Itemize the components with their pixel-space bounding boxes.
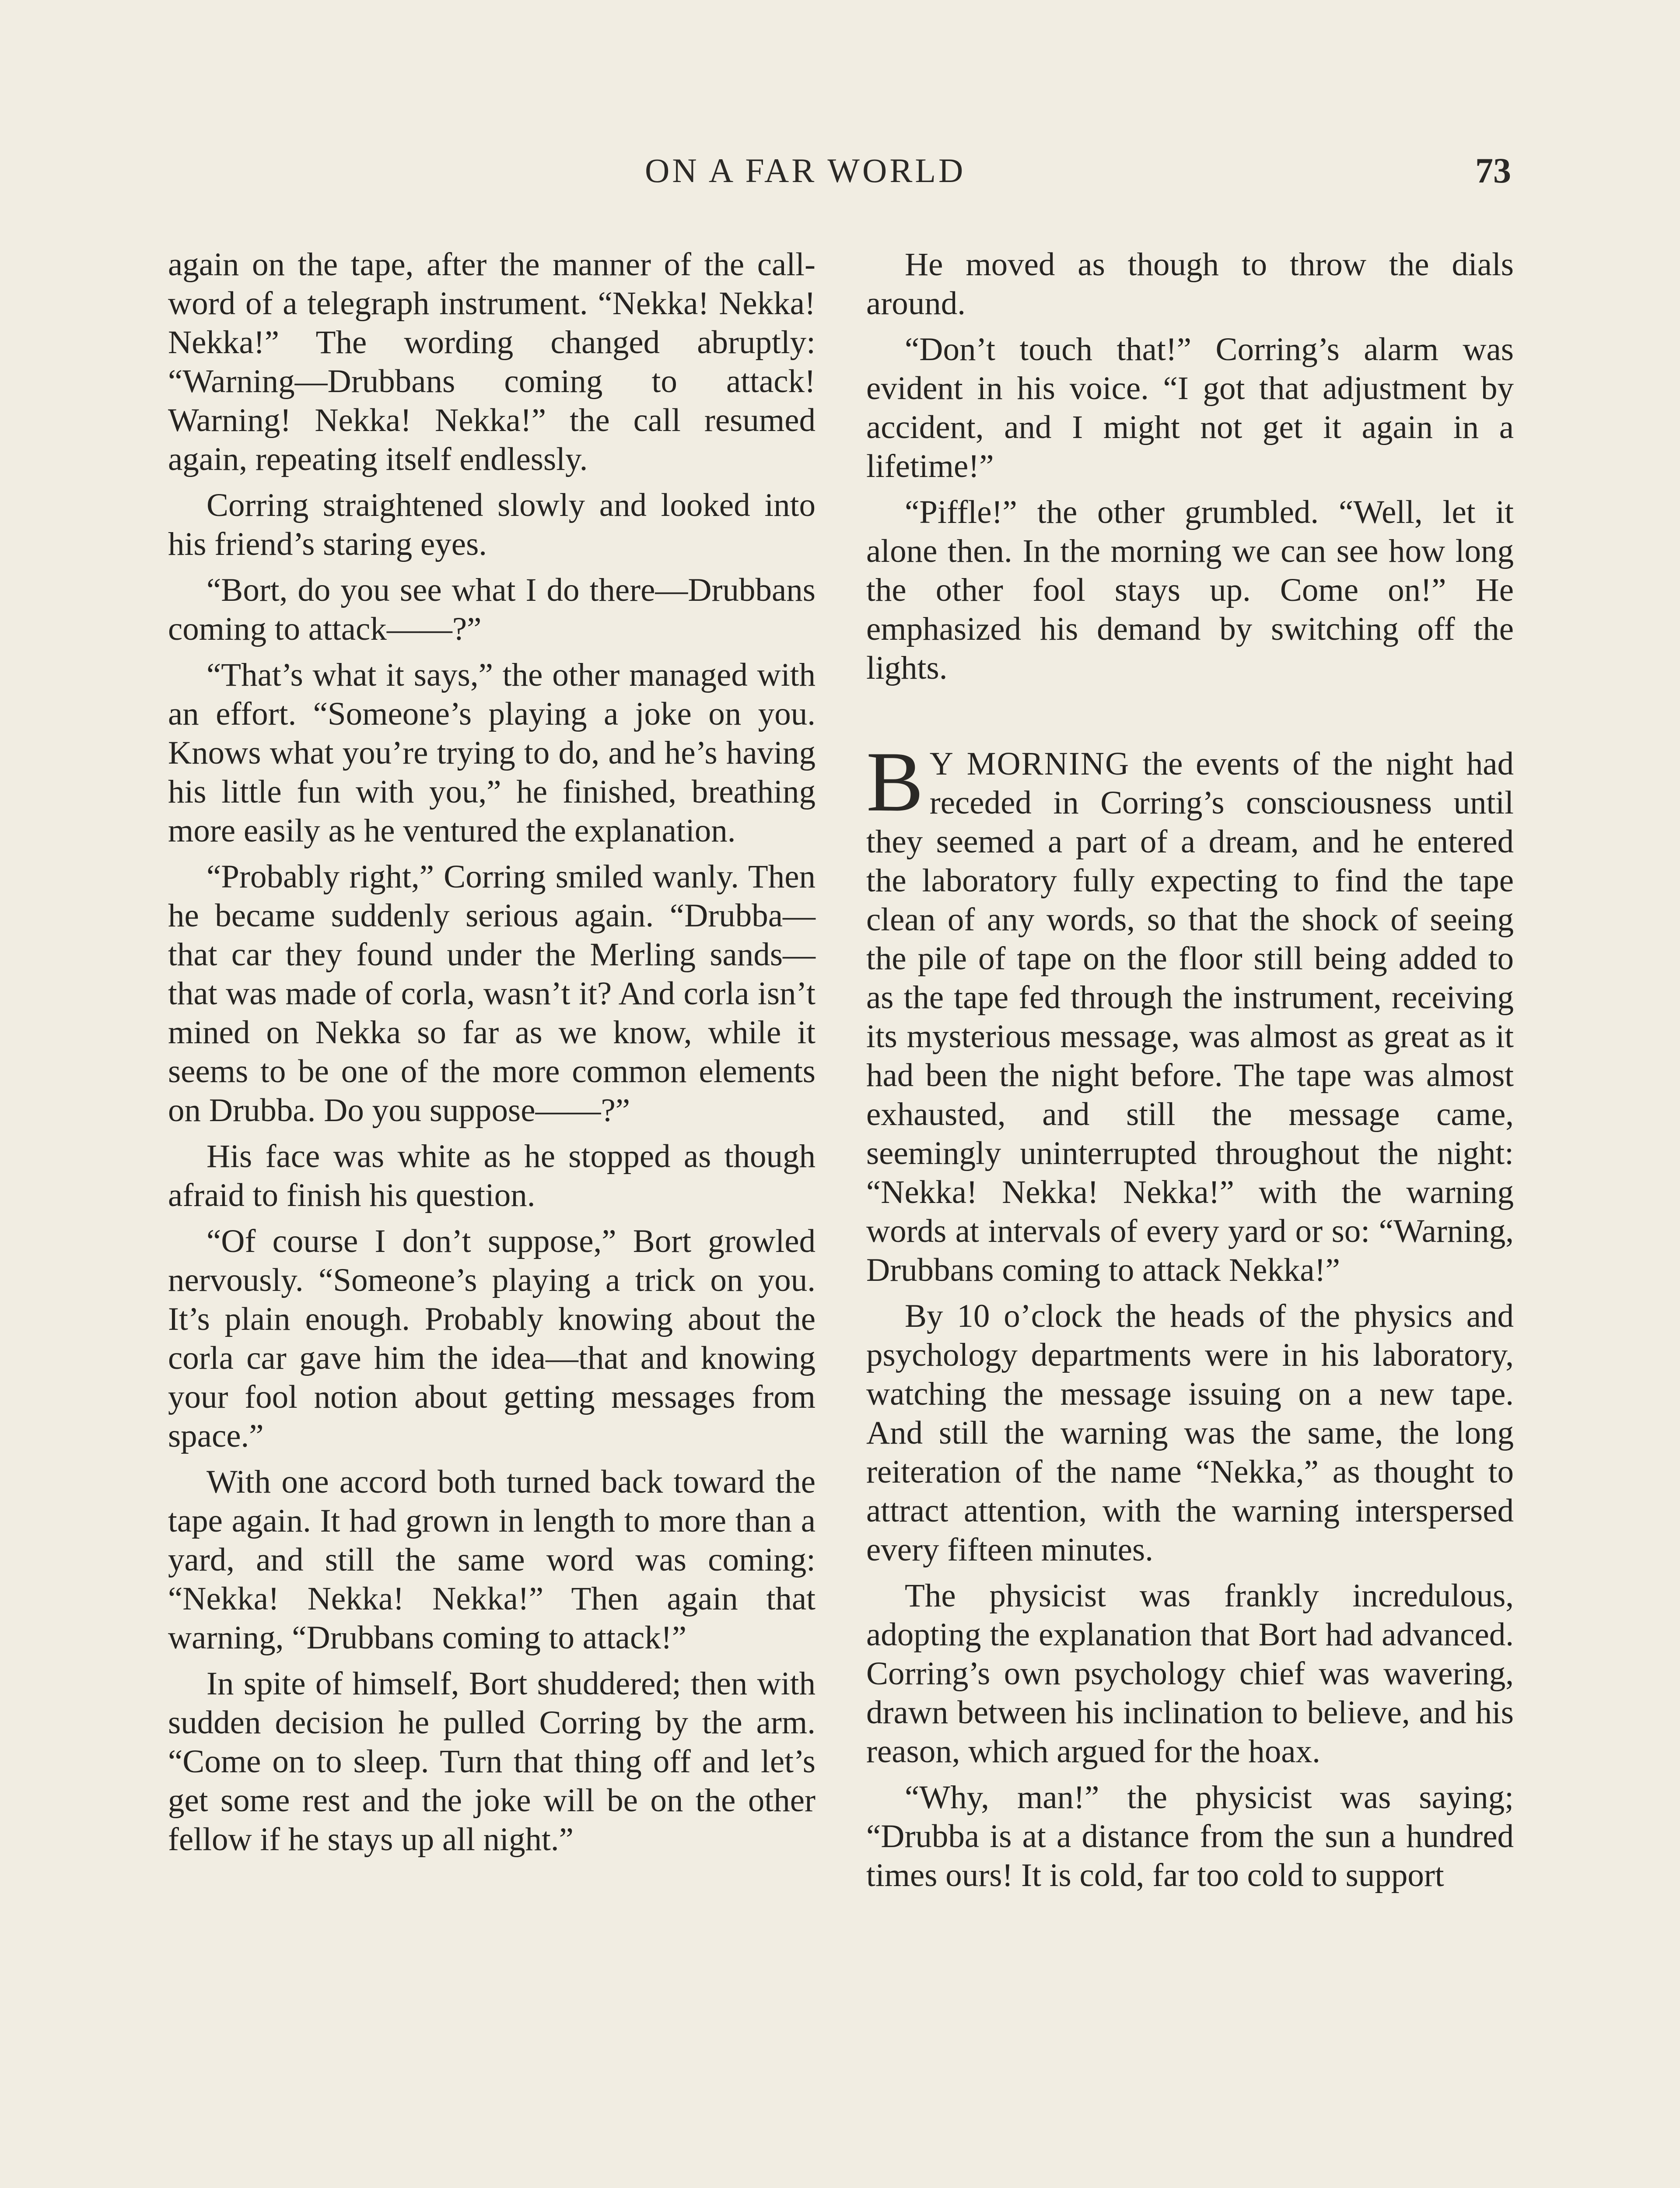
paragraph: With one accord both turned back toward the tape again. It had grown in length to more than a yard, and still the same word was coming: “Nekka! Nekka! Nekka!” Then again that warning, “Drubbans coming to attack!” bbox=[168, 1464, 816, 1656]
paragraph: again on the tape, after the manner of the call-word of a telegraph instrument. “Nekka! Nekka! Nekka!” The wording changed abruptly: “Warning—Drubbans coming to attack! Warning! Nekka! Nekka!” the call resumed again, repeating itself endlessly. bbox=[168, 246, 816, 477]
paragraph: “Bort, do you see what I do there—Drubbans coming to attack——?” bbox=[168, 572, 816, 647]
paragraph: “Don’t touch that!” Corring’s alarm was evident in his voice. “I got that adjustment by accident, and I might not get it again in a lifetime!” bbox=[866, 331, 1514, 484]
paragraph: “Piffle!” the other grumbled. “Well, let it alone then. In the morning we can see how long the other fool stays up. Come on!” He emphasized his demand by switching off the lights. bbox=[866, 494, 1514, 686]
paragraph: “Of course I don’t suppose,” Bort growled nervously. “Someone’s playing a trick on you. It’s plain enough. Probably knowing about the corla car gave him the idea—that and knowing your fool notion about getting messages from space.” bbox=[168, 1223, 816, 1454]
paragraph: “Why, man!” the physicist was saying; “Drubba is at a distance from the sun a hundred times ours! It is cold, far too cold to support bbox=[866, 1779, 1514, 1893]
right-column bbox=[866, 245, 1514, 1902]
paragraph: His face was white as he stopped as though afraid to finish his question. bbox=[168, 1138, 816, 1213]
paragraph: By 10 o’clock the heads of the physics and psychology departments were in his laboratory, watching the message issuing on a new tape. And still the warning was the same, the long reiteration of the name “Nekka,” as thought to attract attention, with the warning interspersed every fifteen minutes. bbox=[866, 1298, 1514, 1568]
left-column bbox=[168, 245, 816, 1866]
small-caps-lead: Y MORNING bbox=[929, 746, 1130, 782]
paragraph: “Probably right,” Corring smiled wanly. Then he became suddenly serious again. “Drubba—that car they found under the Merling sands—that was made of corla, wasn’t it? And corla isn’t mined on Nekka so far as we know, while it seems to be one of the more common elements on Drubba. Do you suppose——?” bbox=[168, 859, 816, 1129]
paragraph: The physicist was frankly incredulous, adopting the explanation that Bort had advanced. Corring’s own psychology chief was wavering, drawn between his inclination to believe, and his reason, which argued for the hoax. bbox=[866, 1578, 1514, 1770]
section-opening-text: the events of the night had receded in Corring’s consciousness until they seemed a part of a dream, and he entered the laboratory fully expecting to find the tape clean of any words, so that the shock of seeing the pile of tape on the floor still being added to as the tape fed through the instrument, receiving its mysterious message, was almost as great as it had been the night before. The tape was almost exhausted, and still the message came, seemingly uninterrupted throughout the night: “Nekka! Nekka! Nekka!” with the warning words at intervals of every yard or so: “Warning, Drubbans coming to attack Nekka!” bbox=[866, 746, 1514, 1288]
page-number: 73 bbox=[1475, 151, 1511, 190]
drop-cap: B bbox=[866, 734, 924, 829]
running-header: ON A FAR WORLD bbox=[645, 151, 966, 189]
section-opening-paragraph bbox=[866, 734, 1514, 1290]
paragraph: In spite of himself, Bort shuddered; then with sudden decision he pulled Corring by the arm. “Come on to sleep. Turn that thing off and let’s get some rest and the joke will be on the other fellow if he stays up all night.” bbox=[168, 1666, 816, 1858]
paragraph: Corring straightened slowly and looked into his friend’s staring eyes. bbox=[168, 487, 816, 562]
paragraph: He moved as though to throw the dials around. bbox=[866, 246, 1514, 322]
paragraph: “That’s what it says,” the other managed with an effort. “Someone’s playing a joke on you. Knows what you’re trying to do, and he’s having his little fun with you,” he finished, breathing more easily as he ventured the explanation. bbox=[168, 657, 816, 849]
